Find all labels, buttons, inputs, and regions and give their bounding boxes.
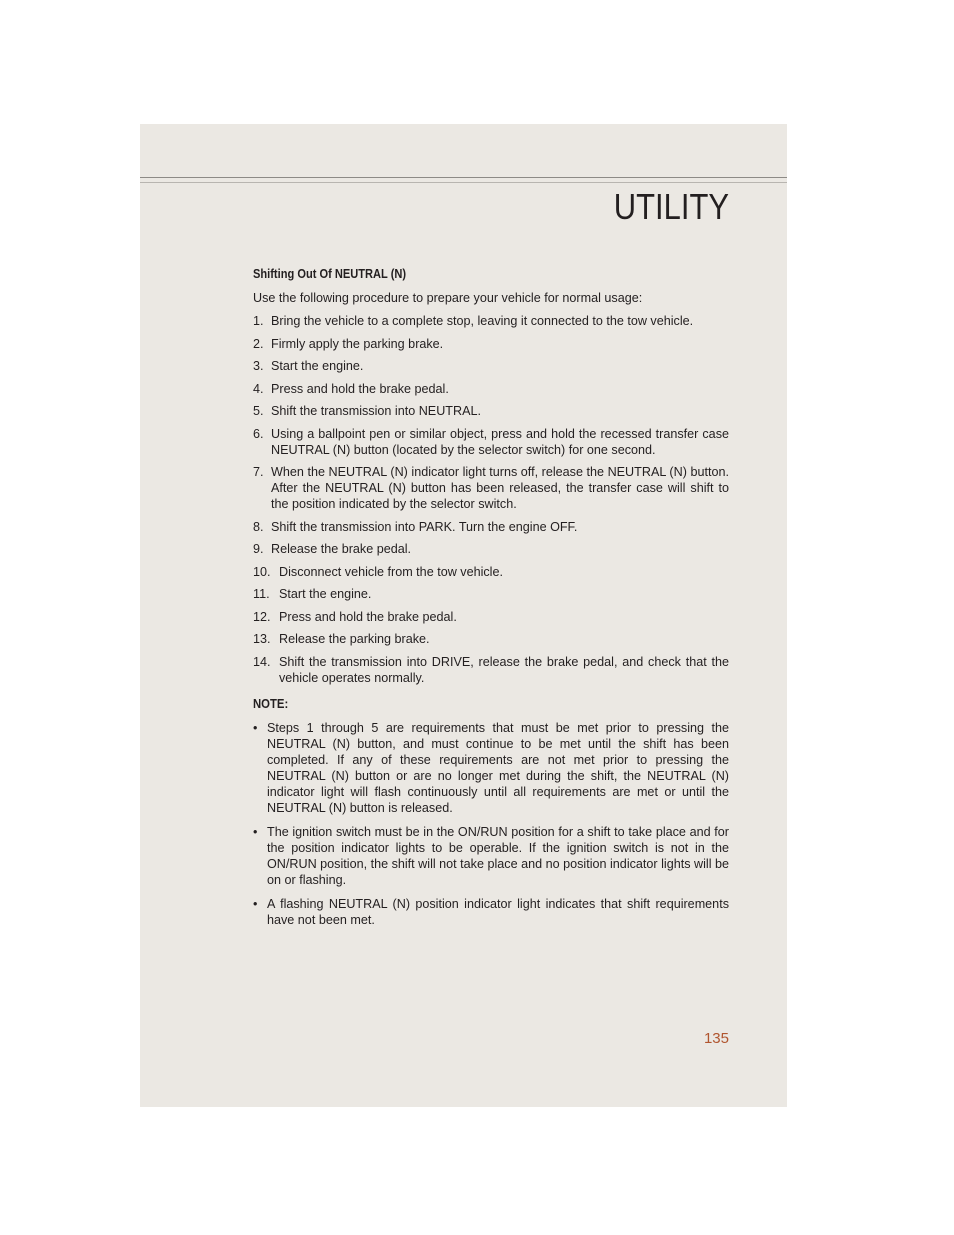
step-number: 2. [253, 336, 264, 351]
bullet-icon: • [253, 824, 258, 839]
step-number: 6. [253, 426, 264, 441]
step-item [253, 403, 729, 419]
step-item [253, 313, 729, 329]
step-number: 10. [253, 564, 271, 579]
step-text: Using a ballpoint pen or similar object, press and hold the recessed transfer case NEUTRAL (N) button (located by the selector switch) for one second. [271, 426, 729, 457]
step-item [253, 541, 729, 557]
step-number: 13. [253, 632, 271, 646]
step-text: Release the parking brake. [279, 632, 430, 646]
step-text: Press and hold the brake pedal. [279, 609, 457, 624]
step-text: Start the engine. [271, 359, 364, 373]
note-item [253, 896, 729, 928]
intro-paragraph: Use the following procedure to prepare your vehicle for normal usage: [253, 291, 643, 305]
note-label: NOTE: [253, 696, 289, 711]
note-text: The ignition switch must be in the ON/RUN position for a shift to take place and for the position indicator lights to be operable. If the ignition switch is not in the ON/RUN position, the shift will not take place and no position indicator lights will be on or flashing. [267, 824, 730, 887]
step-number: 12. [253, 609, 271, 624]
step-item [253, 609, 729, 625]
step-number: 1. [253, 314, 264, 328]
note-text: Steps 1 through 5 are requirements that must be met prior to pressing the NEUTRAL (N) button, and must continue to be met until the shift has been completed. If any of these requirements are not met prior to pressing the NEUTRAL (N) button or are no longer met during the shift, the NEUTRAL (N) indicator light will flash continuously until all requirements are met or until the NEUTRAL (N) button is released. [267, 720, 729, 815]
step-item [253, 631, 729, 647]
note-bullets [253, 720, 729, 928]
step-number: 4. [253, 381, 264, 396]
step-text: Firmly apply the parking brake. [271, 336, 444, 351]
section-title: UTILITY [613, 186, 729, 227]
step-text: Bring the vehicle to a complete stop, leaving it connected to the tow vehicle. [271, 314, 694, 328]
step-item [253, 426, 729, 458]
step-item [253, 519, 729, 535]
header-rule-top [140, 177, 787, 178]
step-item [253, 586, 729, 602]
step-item [253, 564, 729, 580]
step-text: Shift the transmission into PARK. Turn the engine OFF. [271, 519, 578, 534]
step-number: 5. [253, 404, 264, 418]
procedure-steps [253, 313, 729, 686]
step-item [253, 336, 729, 352]
step-item [253, 358, 729, 374]
step-number: 9. [253, 542, 264, 556]
bullet-icon: • [253, 720, 258, 735]
note-text: A flashing NEUTRAL (N) position indicator light indicates that shift requirements have not been met. [267, 896, 729, 927]
step-number: 7. [253, 465, 264, 479]
step-number: 14. [253, 654, 271, 669]
note-item [253, 720, 729, 816]
bullet-icon: • [253, 896, 258, 911]
step-number: 8. [253, 519, 264, 534]
step-text: When the NEUTRAL (N) indicator light turns off, release the NEUTRAL (N) button. After the NEUTRAL (N) button has been released, the transfer case will shift to the position indicated by the selector switch. [271, 465, 729, 511]
subsection-heading: Shifting Out Of NEUTRAL (N) [253, 267, 407, 281]
page-number: 135 [703, 1030, 729, 1047]
step-item [253, 464, 729, 512]
step-text: Press and hold the brake pedal. [271, 381, 449, 396]
page-content [253, 266, 729, 936]
step-number: 3. [253, 359, 264, 373]
header-rule-bottom [140, 182, 787, 183]
note-item [253, 824, 729, 888]
step-text: Shift the transmission into DRIVE, release the brake pedal, and check that the vehicle operates normally. [279, 654, 729, 685]
manual-page [140, 124, 787, 1107]
step-text: Shift the transmission into NEUTRAL. [271, 404, 481, 418]
step-item [253, 381, 729, 397]
step-number: 11. [253, 587, 270, 601]
step-item [253, 654, 729, 686]
step-text: Release the brake pedal. [271, 542, 412, 556]
step-text: Start the engine. [279, 587, 372, 601]
step-text: Disconnect vehicle from the tow vehicle. [279, 564, 503, 579]
